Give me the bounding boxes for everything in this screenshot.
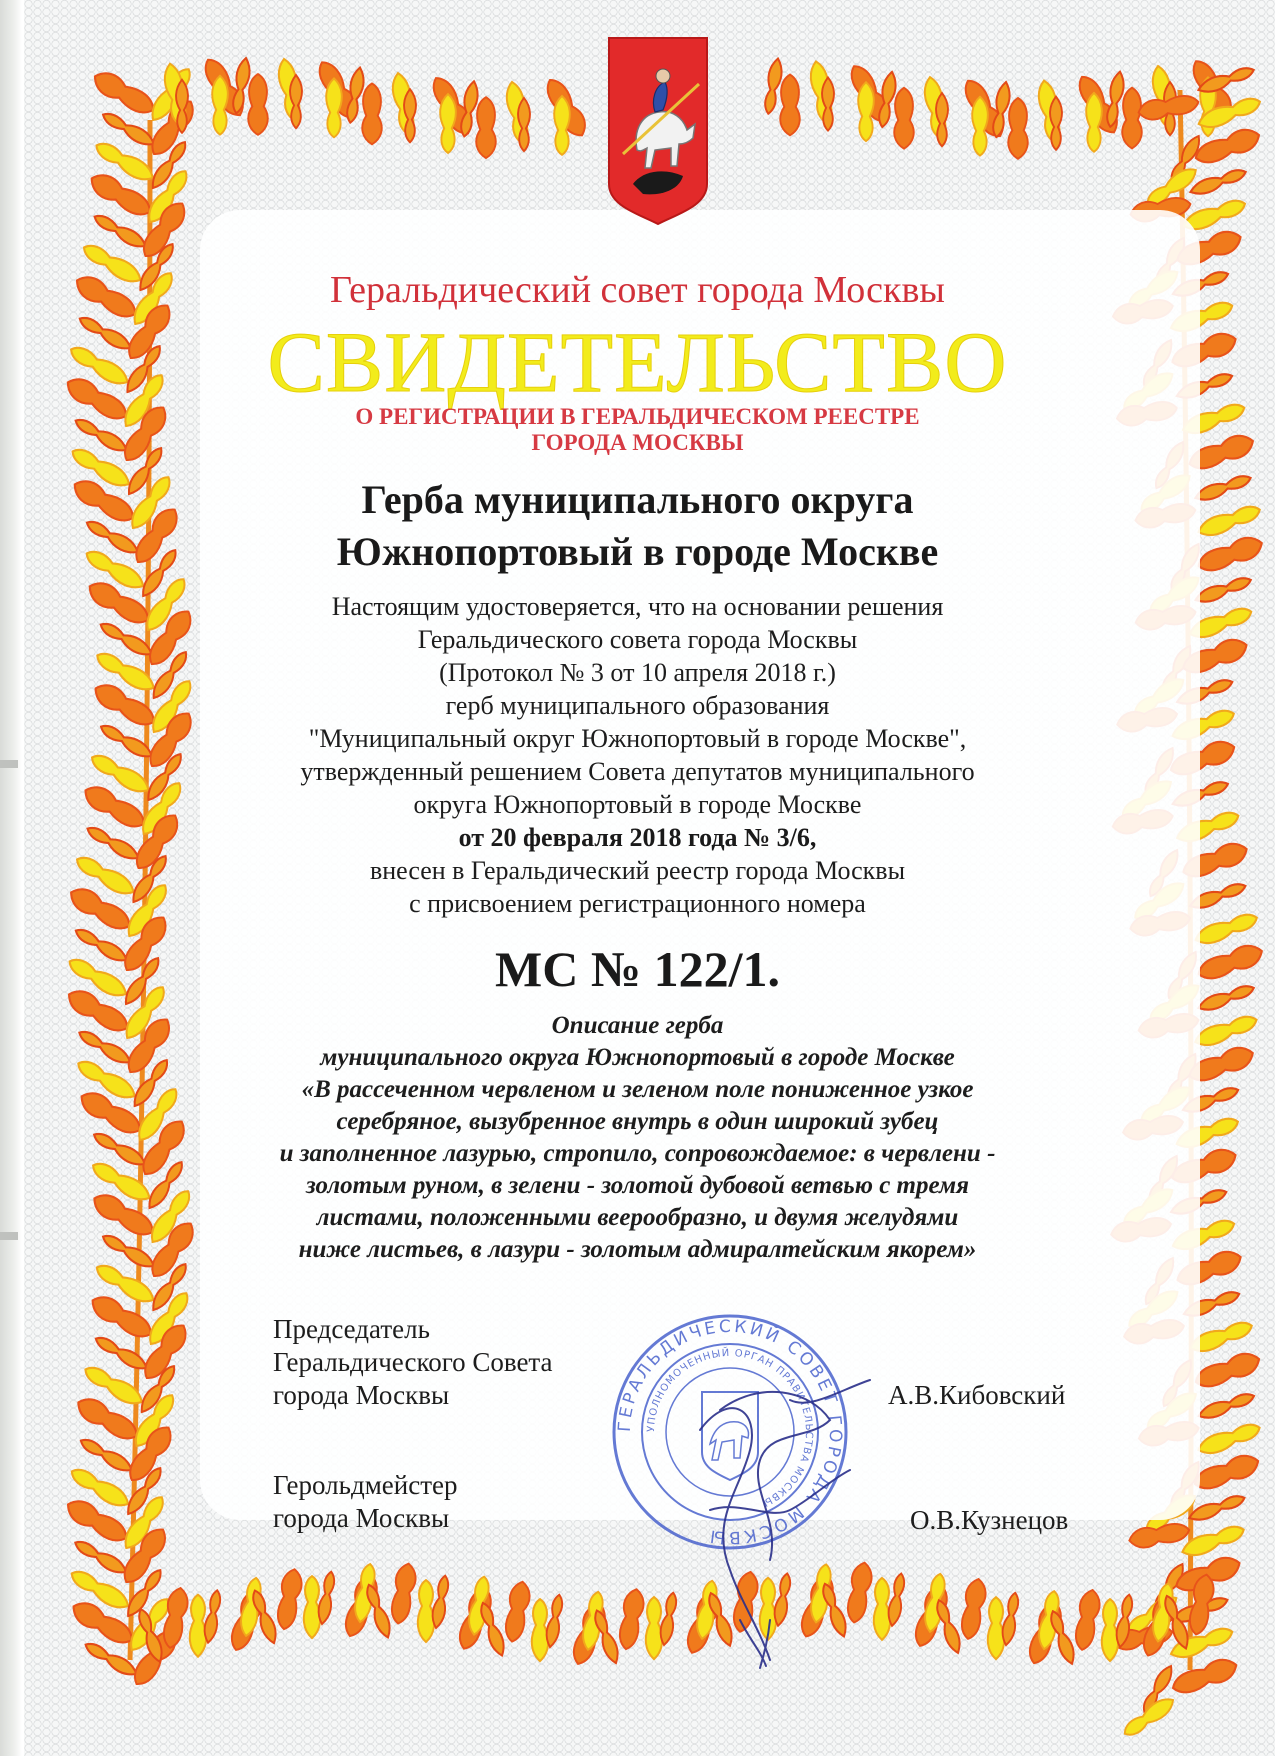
- description-line: серебряное, вызубренное внутрь в один широкий зубец: [336, 1108, 939, 1135]
- herald-master-position: города Москвы: [273, 1503, 450, 1533]
- description-line: листами, положенными веерообразно, и двумя желудями: [316, 1204, 959, 1231]
- signature-scribble: [640, 1370, 900, 1670]
- registration-line: ГОРОДА МОСКВЫ: [531, 430, 744, 455]
- chairman-position: Геральдического Совета: [273, 1347, 553, 1377]
- herald-master-name: О.В.Кузнецов: [910, 1505, 1069, 1535]
- body-line: Настоящим удостоверяется, что на основании решения: [331, 592, 944, 621]
- body-line: Геральдического совета города Москвы: [417, 625, 858, 654]
- description-line: «В рассеченном червленом и зеленом поле пониженное узкое: [301, 1076, 974, 1103]
- subject-line: Герба муниципального округа: [361, 477, 914, 522]
- description-line: муниципального округа Южнопортовый в городе Москве: [320, 1044, 955, 1071]
- registration-line: О РЕГИСТРАЦИИ В ГЕРАЛЬДИЧЕСКОМ РЕЕСТРЕ: [355, 404, 920, 429]
- subject-line: Южнопортовый в городе Москве: [336, 529, 939, 574]
- chairman-position: Председатель: [273, 1314, 430, 1344]
- body-line: внесен в Геральдический реестр города Москвы: [369, 856, 906, 885]
- description-line: ниже листьев, в лазури - золотым адмиралтейским якорем»: [298, 1236, 977, 1263]
- registration-number: МС № 122/1.: [495, 941, 780, 997]
- council-name: Геральдический совет города Москвы: [330, 269, 945, 311]
- certificate-title: СВИДЕТЕЛЬСТВО: [267, 314, 1008, 410]
- body-line: округа Южнопортовый в городе Москве: [413, 790, 862, 819]
- description-line: и заполненное лазурью, стропило, сопровождаемое: в червлени -: [279, 1140, 996, 1167]
- chairman-position: города Москвы: [273, 1380, 450, 1410]
- stamp-inner-text: УПОЛНОМОЧЕННЫЙ ОРГАН ПРАВИТЕЛЬСТВА МОСКВЫ: [645, 1347, 815, 1509]
- body-line: "Муниципальный округ Южнопортовый в городе Москве",: [308, 724, 967, 753]
- body-line: герб муниципального образования: [445, 691, 830, 720]
- description-line: золотым руном, в зелени - золотой дубовой ветвью с тремя: [306, 1172, 969, 1199]
- chairman-name: А.В.Кибовский: [888, 1380, 1066, 1410]
- stamp-outer-text: ГЕРАЛЬДИЧЕСКИЙ СОВЕТ ГОРОДА МОСКВЫ: [614, 1316, 846, 1548]
- body-line: с присвоением регистрационного номера: [409, 889, 866, 918]
- moscow-coat-of-arms-icon: [603, 34, 713, 226]
- body-line: (Протокол № 3 от 10 апреля 2018 г.): [439, 658, 836, 687]
- body-line: утвержденный решением Совета депутатов муниципального: [300, 757, 975, 786]
- herald-master-position: Герольдмейстер: [273, 1470, 458, 1500]
- description-heading: Описание герба: [551, 1012, 724, 1039]
- decision-date: от 20 февраля 2018 года № 3/6,: [458, 823, 817, 852]
